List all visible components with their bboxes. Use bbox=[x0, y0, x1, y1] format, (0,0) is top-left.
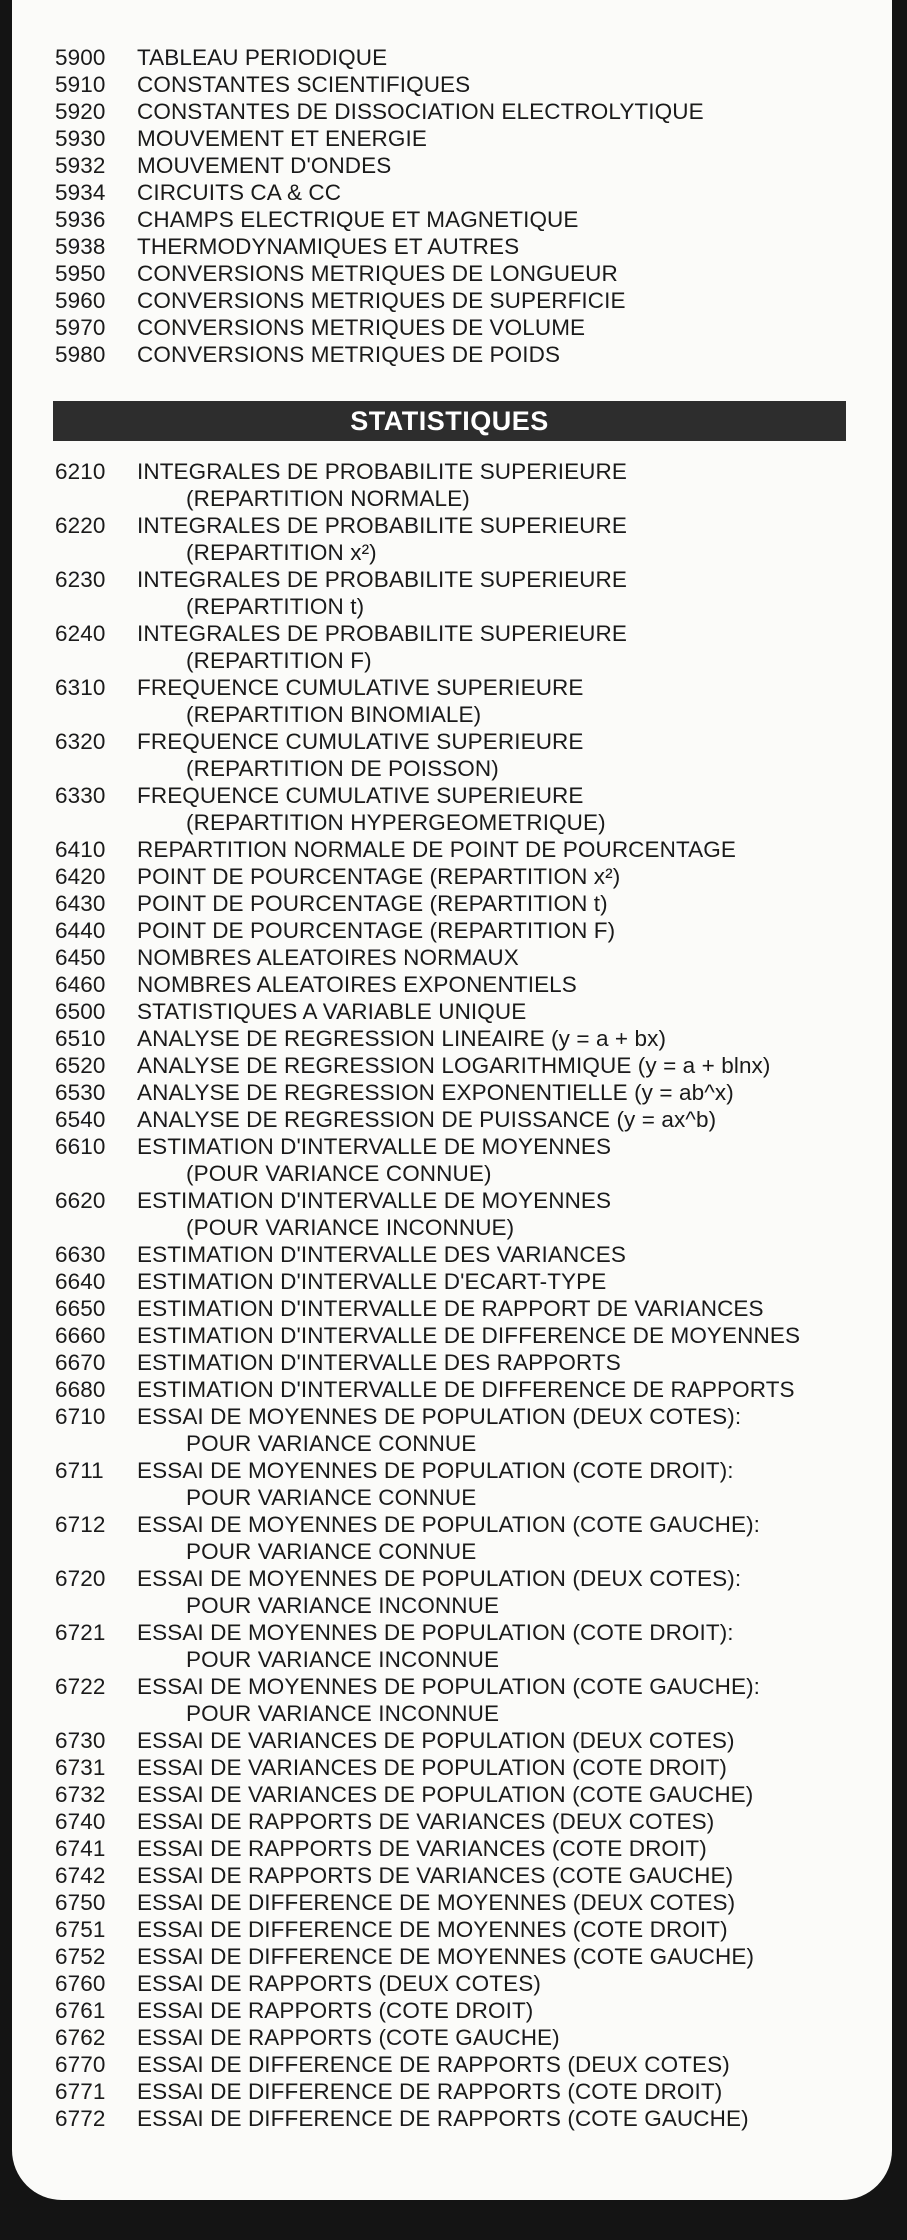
program-code: 6210 bbox=[55, 459, 106, 484]
program-label: ESTIMATION D'INTERVALLE DE MOYENNES bbox=[137, 1134, 612, 1159]
program-entry-continuation bbox=[12, 1214, 892, 1241]
program-code: 6772 bbox=[55, 2106, 106, 2131]
program-label: CONSTANTES DE DISSOCIATION ELECTROLYTIQUE bbox=[137, 99, 704, 124]
program-label: INTEGRALES DE PROBABILITE SUPERIEURE bbox=[137, 513, 627, 538]
program-entry bbox=[12, 125, 892, 152]
program-entry bbox=[12, 998, 892, 1025]
program-entry bbox=[12, 1295, 892, 1322]
program-label: POINT DE POURCENTAGE (REPARTITION F) bbox=[137, 918, 616, 943]
program-entry-continuation bbox=[12, 1646, 892, 1673]
program-entry bbox=[12, 1835, 892, 1862]
program-label: ESTIMATION D'INTERVALLE D'ECART-TYPE bbox=[137, 1269, 607, 1294]
section-header-statistiques: STATISTIQUES bbox=[53, 401, 846, 441]
program-entry bbox=[12, 1970, 892, 1997]
program-entry bbox=[12, 1673, 892, 1700]
program-label: POUR VARIANCE INCONNUE bbox=[186, 1593, 500, 1618]
program-code: 6650 bbox=[55, 1296, 106, 1321]
program-entry bbox=[12, 836, 892, 863]
program-label: ESSAI DE VARIANCES DE POPULATION (DEUX COTES) bbox=[137, 1728, 735, 1753]
program-entry bbox=[12, 2051, 892, 2078]
program-entry-continuation bbox=[12, 1700, 892, 1727]
program-code: 6240 bbox=[55, 621, 106, 646]
program-list-statistiques bbox=[12, 458, 892, 2132]
program-entry bbox=[12, 1349, 892, 1376]
program-code: 6220 bbox=[55, 513, 106, 538]
program-entry-continuation bbox=[12, 647, 892, 674]
program-label: ESSAI DE MOYENNES DE POPULATION (DEUX COTES): bbox=[137, 1566, 742, 1591]
program-label: CONVERSIONS METRIQUES DE POIDS bbox=[137, 342, 561, 367]
program-entry bbox=[12, 1997, 892, 2024]
program-entry-continuation bbox=[12, 485, 892, 512]
program-code: 5936 bbox=[55, 207, 106, 232]
program-entry bbox=[12, 1079, 892, 1106]
program-entry bbox=[12, 1565, 892, 1592]
program-entry-continuation bbox=[12, 539, 892, 566]
program-label: NOMBRES ALEATOIRES EXPONENTIELS bbox=[137, 972, 577, 997]
program-label: CHAMPS ELECTRIQUE ET MAGNETIQUE bbox=[137, 207, 579, 232]
program-label: ESSAI DE DIFFERENCE DE RAPPORTS (COTE GAUCHE) bbox=[137, 2106, 749, 2131]
program-label: MOUVEMENT D'ONDES bbox=[137, 153, 392, 178]
program-entry bbox=[12, 1457, 892, 1484]
program-entry-continuation bbox=[12, 1538, 892, 1565]
program-label: INTEGRALES DE PROBABILITE SUPERIEURE bbox=[137, 567, 627, 592]
program-entry bbox=[12, 1943, 892, 1970]
program-entry bbox=[12, 1781, 892, 1808]
program-code: 6751 bbox=[55, 1917, 106, 1942]
program-label: ESSAI DE RAPPORTS (COTE GAUCHE) bbox=[137, 2025, 560, 2050]
program-entry bbox=[12, 917, 892, 944]
program-entry bbox=[12, 1754, 892, 1781]
program-label: ESSAI DE DIFFERENCE DE RAPPORTS (DEUX COTES) bbox=[137, 2052, 730, 2077]
program-code: 6640 bbox=[55, 1269, 106, 1294]
program-code: 6740 bbox=[55, 1809, 106, 1834]
program-label: CONSTANTES SCIENTIFIQUES bbox=[137, 72, 471, 97]
program-entry bbox=[12, 1268, 892, 1295]
program-label: ESSAI DE RAPPORTS DE VARIANCES (DEUX COTES) bbox=[137, 1809, 715, 1834]
program-entry-continuation bbox=[12, 1160, 892, 1187]
program-code: 6660 bbox=[55, 1323, 106, 1348]
program-code: 6731 bbox=[55, 1755, 106, 1780]
program-code: 6410 bbox=[55, 837, 106, 862]
program-code: 6440 bbox=[55, 918, 106, 943]
program-code: 5900 bbox=[55, 45, 106, 70]
program-code: 6530 bbox=[55, 1080, 106, 1105]
program-code: 6630 bbox=[55, 1242, 106, 1267]
program-code: 6710 bbox=[55, 1404, 106, 1429]
program-entry bbox=[12, 44, 892, 71]
program-code: 6540 bbox=[55, 1107, 106, 1132]
program-code: 6741 bbox=[55, 1836, 106, 1861]
program-code: 5930 bbox=[55, 126, 106, 151]
program-label: (REPARTITION t) bbox=[186, 594, 365, 619]
program-entry bbox=[12, 863, 892, 890]
program-code: 5934 bbox=[55, 180, 106, 205]
program-code: 6712 bbox=[55, 1512, 106, 1537]
program-code: 6771 bbox=[55, 2079, 106, 2104]
program-label: ESSAI DE DIFFERENCE DE MOYENNES (DEUX COTES) bbox=[137, 1890, 736, 1915]
program-label: TABLEAU PERIODIQUE bbox=[137, 45, 388, 70]
program-entry bbox=[12, 2024, 892, 2051]
program-entry bbox=[12, 728, 892, 755]
program-label: ESTIMATION D'INTERVALLE DE MOYENNES bbox=[137, 1188, 612, 1213]
program-code: 5920 bbox=[55, 99, 106, 124]
program-label: ANALYSE DE REGRESSION LINEAIRE (y = a + bx) bbox=[137, 1026, 667, 1051]
program-entry bbox=[12, 971, 892, 998]
program-code: 6752 bbox=[55, 1944, 106, 1969]
program-code: 5980 bbox=[55, 342, 106, 367]
program-label: CONVERSIONS METRIQUES DE VOLUME bbox=[137, 315, 586, 340]
program-entry bbox=[12, 1133, 892, 1160]
program-code: 6762 bbox=[55, 2025, 106, 2050]
program-entry bbox=[12, 512, 892, 539]
program-entry bbox=[12, 179, 892, 206]
program-label: CIRCUITS CA & CC bbox=[137, 180, 342, 205]
program-label: POUR VARIANCE INCONNUE bbox=[186, 1647, 500, 1672]
program-code: 6680 bbox=[55, 1377, 106, 1402]
program-label: ESSAI DE MOYENNES DE POPULATION (COTE DROIT): bbox=[137, 1458, 734, 1483]
program-label: INTEGRALES DE PROBABILITE SUPERIEURE bbox=[137, 621, 627, 646]
program-entry bbox=[12, 1916, 892, 1943]
program-entry bbox=[12, 458, 892, 485]
program-code: 5970 bbox=[55, 315, 106, 340]
program-label: (REPARTITION F) bbox=[186, 648, 372, 673]
program-entry bbox=[12, 152, 892, 179]
program-entry bbox=[12, 2105, 892, 2132]
program-entry bbox=[12, 233, 892, 260]
program-code: 6670 bbox=[55, 1350, 106, 1375]
program-code: 6310 bbox=[55, 675, 106, 700]
program-code: 6750 bbox=[55, 1890, 106, 1915]
program-label: ESSAI DE RAPPORTS (COTE DROIT) bbox=[137, 1998, 534, 2023]
program-code: 5950 bbox=[55, 261, 106, 286]
program-code: 5938 bbox=[55, 234, 106, 259]
program-label: ESSAI DE VARIANCES DE POPULATION (COTE DROIT) bbox=[137, 1755, 728, 1780]
program-label: POINT DE POURCENTAGE (REPARTITION t) bbox=[137, 891, 608, 916]
program-entry bbox=[12, 782, 892, 809]
program-entry bbox=[12, 98, 892, 125]
program-code: 6720 bbox=[55, 1566, 106, 1591]
program-label: (POUR VARIANCE CONNUE) bbox=[186, 1161, 492, 1186]
program-code: 6320 bbox=[55, 729, 106, 754]
program-label: POUR VARIANCE CONNUE bbox=[186, 1431, 477, 1456]
program-entry bbox=[12, 287, 892, 314]
program-entry-continuation bbox=[12, 809, 892, 836]
program-label: INTEGRALES DE PROBABILITE SUPERIEURE bbox=[137, 459, 627, 484]
program-entry bbox=[12, 1403, 892, 1430]
program-entry bbox=[12, 341, 892, 368]
program-code: 6460 bbox=[55, 972, 106, 997]
program-code: 6711 bbox=[55, 1458, 104, 1483]
program-entry bbox=[12, 1727, 892, 1754]
program-entry bbox=[12, 1511, 892, 1538]
program-entry bbox=[12, 566, 892, 593]
program-entry bbox=[12, 890, 892, 917]
program-label: ESSAI DE DIFFERENCE DE MOYENNES (COTE DROIT) bbox=[137, 1917, 728, 1942]
program-entry bbox=[12, 944, 892, 971]
program-code: 5910 bbox=[55, 72, 106, 97]
program-label: FREQUENCE CUMULATIVE SUPERIEURE bbox=[137, 729, 584, 754]
program-label: ESTIMATION D'INTERVALLE DE RAPPORT DE VARIANCES bbox=[137, 1296, 764, 1321]
program-label: REPARTITION NORMALE DE POINT DE POURCENTAGE bbox=[137, 837, 736, 862]
program-label: (REPARTITION HYPERGEOMETRIQUE) bbox=[186, 810, 606, 835]
program-code: 5932 bbox=[55, 153, 106, 178]
program-code: 6760 bbox=[55, 1971, 106, 1996]
program-code: 6500 bbox=[55, 999, 106, 1024]
program-label: ESSAI DE VARIANCES DE POPULATION (COTE GAUCHE) bbox=[137, 1782, 754, 1807]
program-code: 6742 bbox=[55, 1863, 106, 1888]
program-entry bbox=[12, 1862, 892, 1889]
program-entry bbox=[12, 1241, 892, 1268]
program-entry-continuation bbox=[12, 701, 892, 728]
program-entry bbox=[12, 260, 892, 287]
program-label: NOMBRES ALEATOIRES NORMAUX bbox=[137, 945, 519, 970]
program-label: MOUVEMENT ET ENERGIE bbox=[137, 126, 427, 151]
program-label: ESSAI DE MOYENNES DE POPULATION (COTE DROIT): bbox=[137, 1620, 734, 1645]
program-label: CONVERSIONS METRIQUES DE SUPERFICIE bbox=[137, 288, 626, 313]
program-entry-continuation bbox=[12, 593, 892, 620]
program-entry bbox=[12, 1052, 892, 1079]
program-label: ESSAI DE MOYENNES DE POPULATION (COTE GAUCHE): bbox=[137, 1674, 761, 1699]
program-label: CONVERSIONS METRIQUES DE LONGUEUR bbox=[137, 261, 618, 286]
program-label: ANALYSE DE REGRESSION EXPONENTIELLE (y = ab^x) bbox=[137, 1080, 734, 1105]
program-label: (REPARTITION NORMALE) bbox=[186, 486, 470, 511]
program-label: ESSAI DE RAPPORTS DE VARIANCES (COTE DROIT) bbox=[137, 1836, 707, 1861]
program-label: ESSAI DE MOYENNES DE POPULATION (DEUX COTES): bbox=[137, 1404, 742, 1429]
program-label: ANALYSE DE REGRESSION LOGARITHMIQUE (y = a + blnx) bbox=[137, 1053, 771, 1078]
program-label: (REPARTITION x²) bbox=[186, 540, 377, 565]
program-code: 6721 bbox=[55, 1620, 106, 1645]
reference-card bbox=[12, 0, 892, 2200]
program-entry bbox=[12, 206, 892, 233]
program-code: 6230 bbox=[55, 567, 106, 592]
program-code: 5960 bbox=[55, 288, 106, 313]
program-code: 6430 bbox=[55, 891, 106, 916]
program-entry bbox=[12, 1889, 892, 1916]
program-code: 6520 bbox=[55, 1053, 106, 1078]
program-label: STATISTIQUES A VARIABLE UNIQUE bbox=[137, 999, 527, 1024]
program-code: 6330 bbox=[55, 783, 106, 808]
program-label: ESSAI DE RAPPORTS (DEUX COTES) bbox=[137, 1971, 541, 1996]
program-code: 6730 bbox=[55, 1728, 106, 1753]
program-label: ESTIMATION D'INTERVALLE DES VARIANCES bbox=[137, 1242, 626, 1267]
program-entry bbox=[12, 1106, 892, 1133]
program-label: ESTIMATION D'INTERVALLE DES RAPPORTS bbox=[137, 1350, 621, 1375]
program-label: ANALYSE DE REGRESSION DE PUISSANCE (y = ax^b) bbox=[137, 1107, 717, 1132]
program-label: ESSAI DE MOYENNES DE POPULATION (COTE GAUCHE): bbox=[137, 1512, 761, 1537]
program-entry bbox=[12, 1025, 892, 1052]
program-label: THERMODYNAMIQUES ET AUTRES bbox=[137, 234, 520, 259]
program-entry bbox=[12, 1187, 892, 1214]
program-label: ESSAI DE RAPPORTS DE VARIANCES (COTE GAUCHE) bbox=[137, 1863, 734, 1888]
program-entry-continuation bbox=[12, 1484, 892, 1511]
program-code: 6722 bbox=[55, 1674, 106, 1699]
program-code: 6420 bbox=[55, 864, 106, 889]
program-code: 6761 bbox=[55, 1998, 106, 2023]
program-label: (REPARTITION BINOMIALE) bbox=[186, 702, 482, 727]
program-label: FREQUENCE CUMULATIVE SUPERIEURE bbox=[137, 783, 584, 808]
program-label: (REPARTITION DE POISSON) bbox=[186, 756, 499, 781]
program-entry-continuation bbox=[12, 755, 892, 782]
program-label: POINT DE POURCENTAGE (REPARTITION x²) bbox=[137, 864, 621, 889]
program-entry bbox=[12, 1322, 892, 1349]
program-entry bbox=[12, 1808, 892, 1835]
program-entry bbox=[12, 1619, 892, 1646]
program-entry bbox=[12, 2078, 892, 2105]
program-entry bbox=[12, 1376, 892, 1403]
program-code: 6770 bbox=[55, 2052, 106, 2077]
program-code: 6510 bbox=[55, 1026, 106, 1051]
program-entry bbox=[12, 620, 892, 647]
program-entry bbox=[12, 71, 892, 98]
program-label: ESTIMATION D'INTERVALLE DE DIFFERENCE DE RAPPORTS bbox=[137, 1377, 795, 1402]
program-label: ESTIMATION D'INTERVALLE DE DIFFERENCE DE MOYENNES bbox=[137, 1323, 801, 1348]
program-code: 6450 bbox=[55, 945, 106, 970]
program-label: ESSAI DE DIFFERENCE DE RAPPORTS (COTE DROIT) bbox=[137, 2079, 723, 2104]
program-label: POUR VARIANCE CONNUE bbox=[186, 1485, 477, 1510]
program-label: POUR VARIANCE CONNUE bbox=[186, 1539, 477, 1564]
program-label: FREQUENCE CUMULATIVE SUPERIEURE bbox=[137, 675, 584, 700]
program-code: 6620 bbox=[55, 1188, 106, 1213]
program-entry-continuation bbox=[12, 1430, 892, 1457]
program-list-general bbox=[12, 44, 892, 368]
program-label: ESSAI DE DIFFERENCE DE MOYENNES (COTE GAUCHE) bbox=[137, 1944, 755, 1969]
program-entry bbox=[12, 314, 892, 341]
program-code: 6732 bbox=[55, 1782, 106, 1807]
program-label: (POUR VARIANCE INCONNUE) bbox=[186, 1215, 515, 1240]
program-entry-continuation bbox=[12, 1592, 892, 1619]
program-entry bbox=[12, 674, 892, 701]
program-label: POUR VARIANCE INCONNUE bbox=[186, 1701, 500, 1726]
program-code: 6610 bbox=[55, 1134, 106, 1159]
